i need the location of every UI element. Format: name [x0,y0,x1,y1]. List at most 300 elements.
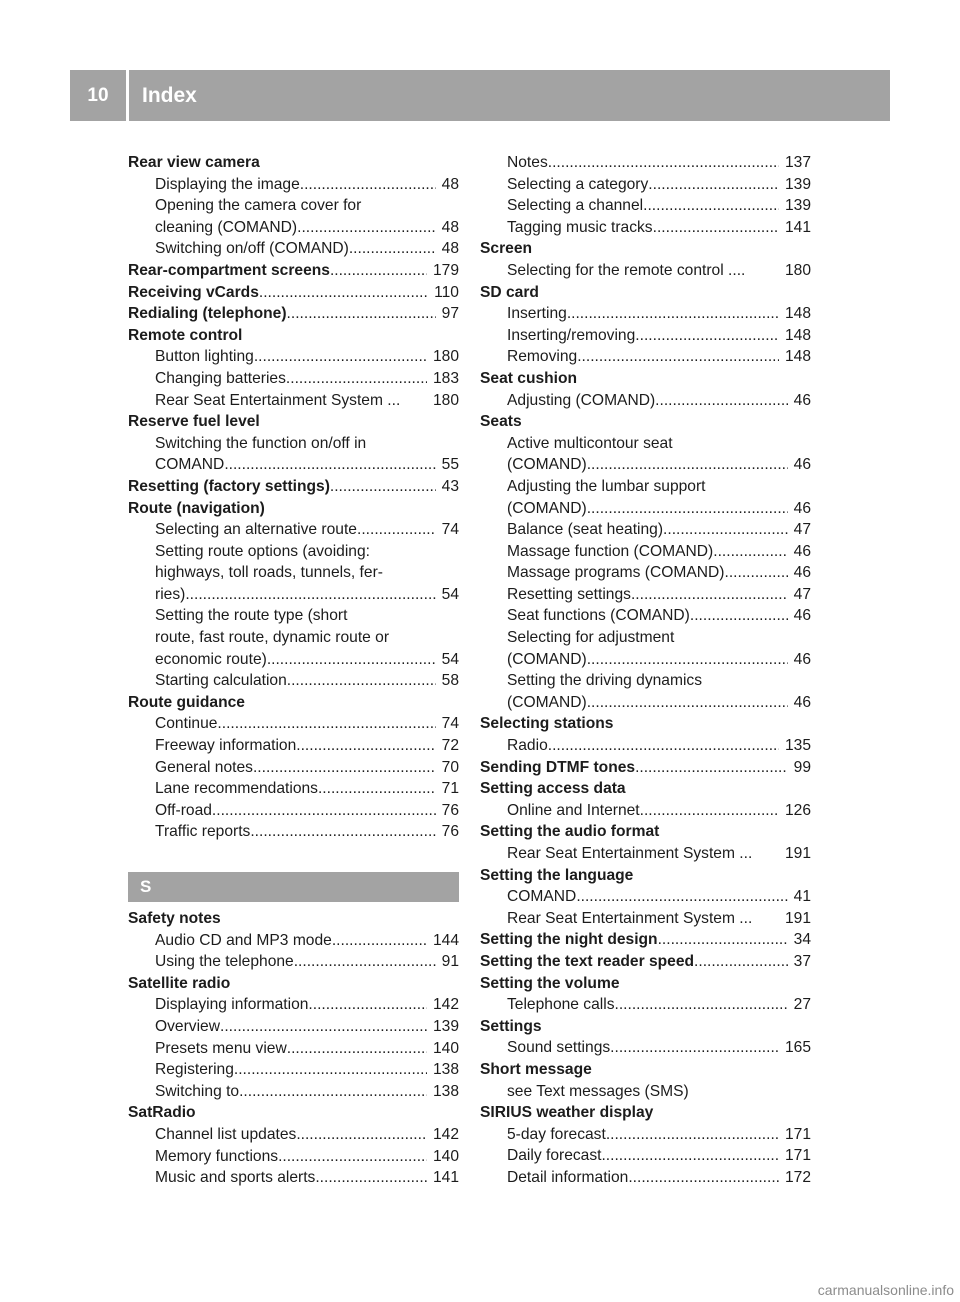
index-entry [128,152,459,174]
dot-leader [220,1016,427,1038]
index-subentry-text: Active multicontour seat [507,434,673,452]
page-ref: 140 [432,1039,459,1057]
index-subentry-text: Setting route options (avoiding: [155,542,370,560]
index-entry [480,951,811,973]
page-ref: 46 [793,456,811,474]
index-subentry-text: Adjusting the lumbar support [507,477,706,495]
index-subentry [128,368,459,390]
page-ref: 183 [432,369,459,387]
page-ref: 46 [793,391,811,409]
index-subentry [128,1059,459,1081]
dot-leader [663,519,788,541]
index-entry [480,282,811,304]
index-subentry-text: Online and Internet [507,801,640,819]
page-ref: 139 [784,175,811,193]
index-subentry-text: Switching on/off (COMAND) [155,240,349,258]
index-subentry [128,584,459,606]
dot-leader [287,303,436,325]
index-subentry [480,735,811,757]
index-term: SatRadio [128,1104,196,1122]
index-subentry [480,325,811,347]
index-entry [480,973,811,995]
index-subentry-text: Setting the driving dynamics [507,672,703,690]
index-subentry [480,1037,811,1059]
index-term: Remote control [128,326,243,344]
index-term: SIRIUS weather display [480,1104,654,1122]
index-subentry-text: Notes [507,154,548,171]
page-ref: 140 [432,1147,459,1165]
index-subentry-text: Button lighting [155,348,254,366]
index-subentry-text: Changing batteries [155,369,286,387]
dot-leader [217,713,435,735]
index-subentry [480,605,811,627]
page-ref: 180 [784,261,811,279]
index-subentry [480,195,811,217]
index-subentry [128,519,459,541]
index-entry [128,282,459,304]
page-title: Index [142,83,197,107]
index-term: Rear-compartment screens [128,261,330,279]
page-ref: 54 [441,585,459,603]
dot-leader [349,238,436,260]
index-subentry-text: Radio [507,737,548,755]
page-ref: 58 [441,672,459,690]
index-subentry [480,174,811,196]
page-ref: 54 [441,650,459,668]
dot-leader [318,778,436,800]
index-column-right [480,152,811,1189]
index-subentry-text: Lane recommendations [155,780,318,798]
index-subentry [480,1124,811,1146]
index-subentry [480,627,811,649]
index-entry [480,411,811,433]
page-ref: 47 [793,521,811,539]
page-ref: 126 [784,801,811,819]
index-column-left [128,152,459,1189]
index-subentry-text: Tagging music tracks [507,218,653,236]
page-ref: 27 [793,996,811,1014]
index-subentry [128,541,459,563]
dot-leader [643,195,779,217]
index-subentry-text: Switching to [155,1082,240,1100]
index-subentry-text: Balance (seat heating) [507,521,664,539]
index-entry [128,411,459,433]
page-ref: 71 [441,780,459,798]
index-entry [128,973,459,995]
page-ref: 172 [784,1168,811,1186]
index-subentry-text: Setting the route type (short [155,607,348,625]
page-ref: 148 [784,305,811,323]
index-subentry-text: Seat functions (COMAND) [507,607,690,625]
index-subentry-text: Rear Seat Entertainment System ... [507,845,753,862]
index-subentry [128,174,459,196]
dot-leader [587,649,788,671]
dot-leader [286,368,427,390]
page-ref: 48 [441,218,459,236]
page-ref: 99 [793,758,811,776]
index-subentry-text: Music and sports alerts [155,1169,316,1187]
index-subentry [128,454,459,476]
dot-leader [548,152,779,174]
index-entry [480,757,811,779]
index-subentry-text: Selecting a channel [507,197,644,215]
index-subentry-text: Selecting for the remote control .... [507,261,746,279]
page-ref: 180 [432,391,459,409]
index-subentry [480,584,811,606]
page-ref: 138 [432,1082,459,1100]
dot-leader [606,1124,779,1146]
page-ref: 171 [784,1147,811,1165]
dot-leader [601,1145,779,1167]
index-subentry [128,649,459,671]
index-subentry [128,670,459,692]
dot-leader [287,1038,427,1060]
index-subentry [128,757,459,779]
index-subentry [480,843,811,865]
page-ref: 48 [441,240,459,258]
page-ref: 148 [784,326,811,344]
index-subentry-text: see Text messages (SMS) [507,1082,689,1100]
index-subentry-text: economic route) [155,650,267,668]
index-subentry-text: Inserting/removing [507,326,636,344]
index-subentry-text: Presets menu view [155,1039,287,1057]
index-subentry [480,260,811,282]
index-entry [128,325,459,347]
index-subentry [128,1081,459,1103]
index-subentry-text: Displaying information [155,996,309,1014]
index-subentry [480,562,811,584]
index-subentry-text: COMAND [155,456,225,474]
page-number: 10 [87,84,109,106]
dot-leader [635,325,779,347]
index-subentry-text: COMAND [507,888,577,906]
index-subentry [128,605,459,627]
page-ref: 141 [784,218,811,236]
index-subentry [480,390,811,412]
index-subentry [128,346,459,368]
index-entry [480,778,811,800]
index-subentry [480,800,811,822]
index-subentry [128,1167,459,1189]
index-subentry [480,649,811,671]
page-ref: 43 [441,477,459,495]
dot-leader [224,454,435,476]
index-term: Receiving vCards [128,283,259,301]
dot-leader [330,476,436,498]
index-subentry-text: Rear Seat Entertainment System ... [507,909,753,927]
index-subentry [128,1146,459,1168]
index-term: Selecting stations [480,715,614,733]
index-term: Setting the text reader speed [480,952,695,970]
index-subentry-text: Selecting an alternative route [155,521,357,539]
section-letter-header: S [128,872,459,902]
index-subentry-text: Freeway information [155,737,297,755]
index-subentry [480,217,811,239]
index-subentry-text: Starting calculation [155,672,287,690]
dot-leader [635,757,788,779]
index-subentry-text: (COMAND) [507,693,587,711]
page-header [70,70,890,121]
page-ref: 46 [793,607,811,625]
page-ref: 55 [441,456,459,474]
page-ref: 74 [441,715,459,733]
index-subentry [128,562,459,584]
dot-leader [308,994,427,1016]
dot-leader [330,260,427,282]
index-entry [480,865,811,887]
page-ref: 46 [793,542,811,560]
watermark: carmanualsonline.info [817,1282,954,1298]
dot-leader [587,498,788,520]
index-term: Screen [480,240,533,258]
index-subentry [128,433,459,455]
index-entry [480,1102,811,1124]
index-entry [480,713,811,735]
index-term: Rear view camera [128,154,260,171]
index-subentry-text: Daily forecast [507,1147,602,1165]
dot-leader [296,735,435,757]
index-term: Setting access data [480,780,626,798]
index-subentry [128,930,459,952]
index-subentry [480,519,811,541]
index-subentry-text: Telephone calls [507,996,615,1014]
index-entry [128,303,459,325]
dot-leader [259,282,428,304]
index-subentry-text: Memory functions [155,1147,279,1165]
index-subentry-text: Massage function (COMAND) [507,542,714,560]
page-ref: 46 [793,564,811,582]
index-entry [480,1059,811,1081]
index-subentry [128,800,459,822]
dot-leader [690,605,788,627]
index-subentry [480,670,811,692]
index-subentry [128,713,459,735]
page-ref: 144 [432,931,459,949]
dot-leader [234,1059,427,1081]
dot-leader [648,174,779,196]
index-subentry [128,778,459,800]
dot-leader [253,757,436,779]
index-subentry [480,1167,811,1189]
index-term: Setting the volume [480,974,620,992]
index-term: Route (navigation) [128,499,265,517]
dot-leader [631,584,788,606]
index-subentry [480,498,811,520]
dot-leader [615,994,788,1016]
index-subentry-text: (COMAND) [507,499,587,517]
index-subentry-text: cleaning (COMAND) [155,218,298,236]
header-divider [126,70,129,121]
index-subentry-text: Opening the camera cover for [155,197,362,215]
dot-leader [287,670,436,692]
dot-leader [315,1167,427,1189]
index-subentry [128,195,459,217]
dot-leader [294,951,436,973]
page-ref: 135 [784,737,811,755]
page-ref: 171 [784,1125,811,1143]
index-term: Satellite radio [128,974,231,992]
index-entry [480,238,811,260]
index-subentry [480,994,811,1016]
index-subentry [128,951,459,973]
index-term: Setting the night design [480,931,658,949]
dot-leader [628,1167,779,1189]
index-entry [128,1102,459,1124]
dot-leader [576,886,787,908]
index-subentry-text: Continue [155,715,218,733]
index-term: Resetting (factory settings) [128,477,330,495]
index-subentry [128,627,459,649]
index-term: Route guidance [128,693,245,711]
index-subentry-text: (COMAND) [507,456,587,474]
index-subentry-text: 5-day forecast [507,1125,606,1143]
index-subentry [480,476,811,498]
dot-leader [653,217,779,239]
index-entry [128,498,459,520]
page-ref: 142 [432,996,459,1014]
index-subentry-text: Registering [155,1061,234,1079]
page-ref: 46 [793,650,811,668]
index-term: Settings [480,1017,542,1035]
index-subentry [480,1145,811,1167]
page-ref: 76 [441,823,459,841]
dot-leader [357,519,436,541]
index-subentry [128,1038,459,1060]
index-subentry [480,908,811,930]
dot-leader [332,930,427,952]
index-subentry [128,1016,459,1038]
index-entry [128,692,459,714]
index-subentry-text: Overview [155,1017,220,1035]
index-subentry [480,433,811,455]
index-subentry-text: ries) [155,585,186,603]
dot-leader [655,390,787,412]
index-subentry-text: highways, toll roads, tunnels, fer- [155,564,383,582]
index-subentry [480,346,811,368]
index-entry [480,821,811,843]
page-ref: 139 [784,197,811,215]
index-entry [128,908,459,930]
index-subentry-text: Channel list updates [155,1125,297,1143]
page-ref: 142 [432,1125,459,1143]
dot-leader [587,454,788,476]
dot-leader [725,562,788,584]
index-subentry-text: Inserting [507,305,567,323]
index-subentry [128,217,459,239]
index-subentry [128,735,459,757]
index-subentry-text: Resetting settings [507,585,631,603]
dot-leader [713,541,787,563]
index-subentry-text: Using the telephone [155,953,294,971]
index-entry [128,260,459,282]
dot-leader [567,303,779,325]
index-subentry [128,1124,459,1146]
dot-leader [278,1146,427,1168]
index-subentry [128,238,459,260]
dot-leader [239,1081,427,1103]
index-subentry-text: Detail information [507,1168,629,1186]
dot-leader [640,800,779,822]
index-subentry [480,454,811,476]
page-ref: 46 [793,693,811,711]
index-term: Setting the audio format [480,823,660,841]
index-subentry-text: Displaying the image [155,175,300,193]
index-subentry-text: (COMAND) [507,650,587,668]
index-subentry [480,152,811,174]
index-subentry [480,886,811,908]
page-ref: 138 [432,1061,459,1079]
index-term: Seats [480,413,522,431]
dot-leader [267,649,436,671]
dot-leader [694,951,788,973]
page-ref: 41 [793,888,811,906]
page-ref: 139 [432,1017,459,1035]
page-ref: 47 [793,585,811,603]
dot-leader [185,584,435,606]
dot-leader [610,1037,779,1059]
index-term: Sending DTMF tones [480,758,636,776]
index-subentry [128,821,459,843]
index-subentry [128,390,459,412]
page-ref: 97 [441,305,459,323]
index-subentry-text: Switching the function on/off in [155,434,367,452]
index-subentry-text: Selecting for adjustment [507,629,675,647]
index-subentry-text: Adjusting (COMAND) [507,391,656,409]
page-ref: 141 [432,1169,459,1187]
page-ref: 191 [784,845,811,862]
index-term: Short message [480,1060,592,1078]
index-term: Setting the language [480,866,634,884]
page-ref: 37 [793,952,811,970]
index-subentry-text: Traffic reports [155,823,251,841]
page-ref: 48 [441,175,459,193]
index-subentry-text: Selecting a category [507,175,649,193]
dot-leader [212,800,436,822]
index-subentry-text: route, fast route, dynamic route or [155,629,390,647]
page-ref: 72 [441,737,459,755]
dot-leader [300,174,436,196]
page-ref: 46 [793,499,811,517]
index-subentry-text: Off-road [155,801,212,819]
dot-leader [587,692,788,714]
dot-leader [250,821,435,843]
index-subentry [480,1081,811,1103]
page-ref: 180 [432,348,459,366]
index-subentry-text: Audio CD and MP3 mode [155,931,332,949]
index-subentry-text: Sound settings [507,1039,611,1057]
index-subentry [480,692,811,714]
page-ref: 76 [441,801,459,819]
index-subentry-text: Massage programs (COMAND) [507,564,725,582]
index-entry [480,1016,811,1038]
index-entry [480,929,811,951]
dot-leader [297,217,436,239]
index-entry [480,368,811,390]
index-subentry [480,541,811,563]
dot-leader [296,1124,427,1146]
dot-leader [658,929,788,951]
index-subentry-text: General notes [155,758,253,776]
dot-leader [577,346,779,368]
index-term: Safety notes [128,910,221,927]
page-ref: 165 [784,1039,811,1057]
page-ref: 34 [793,931,811,949]
page-ref: 110 [434,283,459,301]
dot-leader [254,346,427,368]
page-ref: 70 [441,758,459,776]
index-entry [128,476,459,498]
page-ref: 191 [784,909,811,927]
